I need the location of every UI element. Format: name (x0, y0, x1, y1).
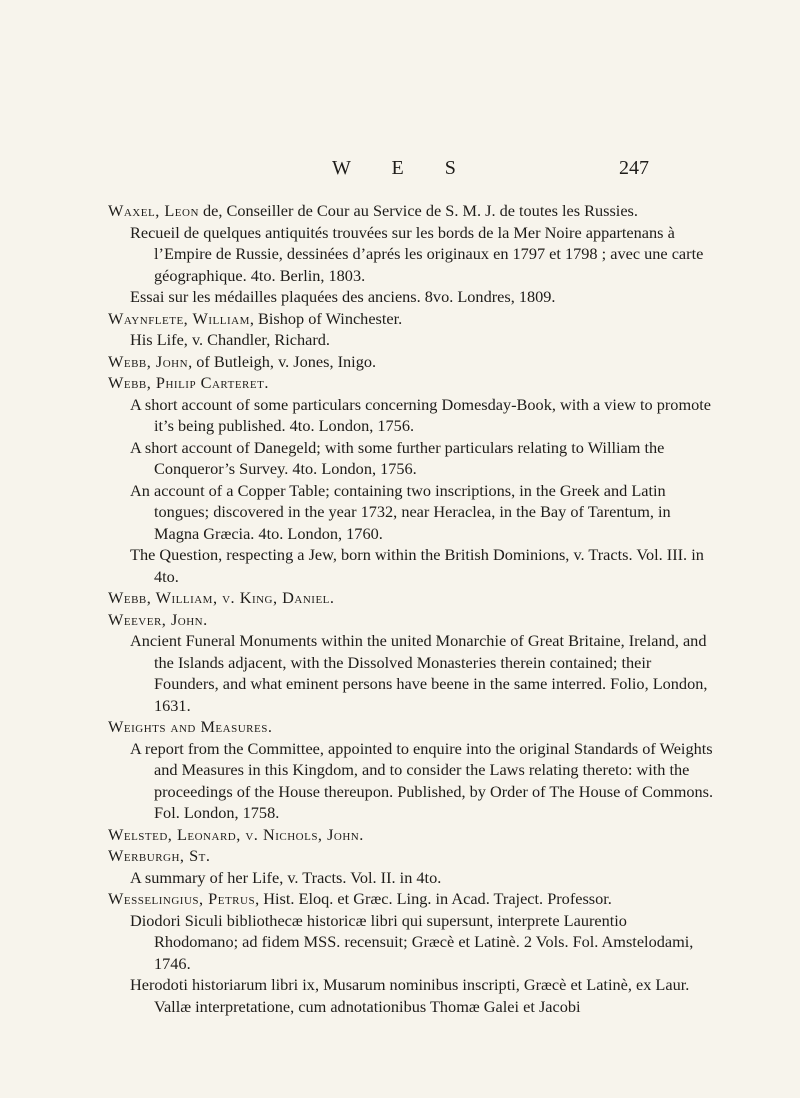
entry-item: An account of a Copper Table; containing two inscriptions, in the Greek and Latin tongues; discovered in the year 1732, near Heraclea, in the Bay of Tarentum, in Magna Græcia. 4to. London, 1760. (130, 480, 671, 543)
entry-heading: Waynflete, William, Bishop of Winchester. (108, 308, 403, 328)
index-entry (108, 351, 714, 373)
entry-item: A short account of some particulars concerning Domesday-Book, with a view to promote it’s being published. 4to. London, 1756. (130, 394, 712, 435)
index-entry (108, 609, 714, 717)
entry-item: A summary of her Life, v. Tracts. Vol. II. in 4to. (130, 867, 442, 887)
entry-heading: Webb, William, v. King, Daniel. (108, 588, 335, 607)
index-entry (108, 372, 714, 587)
entry-heading: Webb, John, of Butleigh, v. Jones, Inigo. (108, 351, 377, 371)
entry-item: The Question, respecting a Jew, born within the British Dominions, v. Tracts. Vol. III. in 4to. (130, 545, 704, 586)
entry-item: Ancient Funeral Monuments within the united Monarchie of Great Britaine, Ireland, and the Islands adjacent, with the Dissolved Monasteries therein contained; their Founders, and what eminent persons have beene in the same interred. Folio, London, 1631. (130, 631, 708, 715)
entry-item: Recueil de quelques antiquités trouvées sur les bords de la Mer Noire appartenans à l’Empire de Russie, dessinées d’aprés les originaux en 1797 et 1798 ; avec une carte géographique. 4to. Berlin, 1803. (130, 222, 704, 285)
entry-item: A report from the Committee, appointed to enquire into the original Standards of Weights and Measures in this Kingdom, and to consider the Laws relating thereto: with the proceedings of the House thereupon. Published, by Order of The House of Commons. Fol. London, 1758. (130, 738, 714, 822)
index-body (108, 200, 714, 1017)
index-entry (108, 308, 714, 351)
entry-item: Diodori Siculi bibliothecæ historicæ libri qui supersunt, interprete Laurentio Rhodomano; ad fidem MSS. recensuit; Græcè et Latinè. 2 Vols. Fol. Amstelodami, 1746. (130, 910, 694, 973)
entry-heading: Webb, Philip Carteret. (108, 373, 269, 392)
index-entry (108, 824, 714, 846)
entry-heading: Wesselingius, Petrus, Hist. Eloq. et Græc. Ling. in Acad. Traject. Professor. (108, 889, 612, 908)
entry-heading: Waxel, Leon de, Conseiller de Cour au Service de S. M. J. de toutes les Russies. (108, 201, 638, 220)
index-entry (108, 200, 714, 308)
entry-heading: Weights and Measures. (108, 717, 273, 736)
index-entry (108, 888, 714, 1017)
entry-heading: Welsted, Leonard, v. Nichols, John. (108, 824, 364, 844)
running-head-title: W E S (332, 157, 474, 179)
entry-item: His Life, v. Chandler, Richard. (130, 330, 330, 349)
page-number: 247 (619, 157, 649, 179)
entry-item: A short account of Danegeld; with some further particulars relating to William the Conqueror’s Survey. 4to. London, 1756. (130, 437, 665, 478)
running-head (0, 157, 800, 187)
entry-item: Herodoti historiarum libri ix, Musarum nominibus inscripti, Græcè et Latinè, ex Laur. Vallæ interpretatione, cum adnotationibus Thomæ Galei et Jacobi (130, 975, 690, 1016)
entry-item: Essai sur les médailles plaquées des anciens. 8vo. Londres, 1809. (130, 287, 556, 306)
index-entry (108, 845, 714, 888)
index-entry (108, 587, 714, 609)
entry-heading: Werburgh, St. (108, 846, 211, 865)
entry-heading: Weever, John. (108, 609, 208, 629)
index-entry (108, 716, 714, 824)
